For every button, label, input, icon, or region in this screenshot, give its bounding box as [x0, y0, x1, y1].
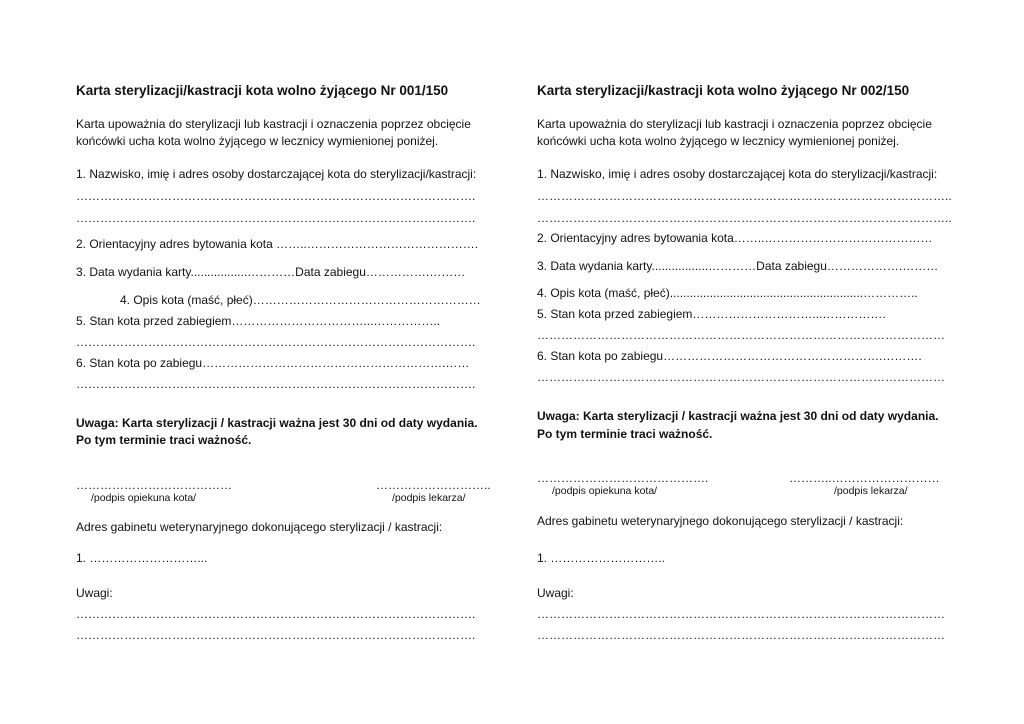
vet-address-item: 1. ……………………….. [537, 551, 666, 565]
validity-warning-line-2: Po tym terminie traci ważność. [537, 427, 713, 441]
owner-signature-line: ………………………………… [76, 478, 232, 492]
sterilization-card-002 [537, 0, 967, 724]
owner-signature-label: /podpis opiekuna kota/ [91, 492, 197, 504]
item-2-address: 2. Orientacyjny adres bytowania kota……..…………………………………… [537, 231, 933, 245]
validity-warning-line-2: Po tym terminie traci ważność. [76, 433, 252, 447]
sterilization-card-001 [76, 0, 506, 724]
item-6-after-surgery: 6. Stan kota po zabiegu……………………………………………….………. [537, 349, 922, 363]
vet-signature-line: ………..……………………… [789, 471, 940, 485]
validity-warning-line-1: Uwaga: Karta sterylizacji / kastracji ważna jest 30 dni od daty wydania. [537, 409, 939, 423]
vet-address-label: Adres gabinetu weterynaryjnego dokonującego sterylizacji / kastracji: [537, 514, 904, 528]
item-5-before-surgery: 5. Stan kota przed zabiegiem……………………………...…………….. [76, 314, 441, 328]
intro-text-line-1: Karta upoważnia do sterylizacji lub kastracji i oznaczenia poprzez obcięcie [537, 117, 932, 131]
item-5-fill-line: ………………………………………………………………………………………… [537, 328, 945, 342]
notes-line-2: ………………………………………………………………………………………. [76, 628, 476, 642]
notes-label: Uwagi: [76, 586, 113, 600]
intro-text-line-2: końcówki ucha kota wolno żyjącego w lecznicy wymienionej poniżej. [537, 134, 900, 148]
item-1-owner-label: 1. Nazwisko, imię i adres osoby dostarczającej kota do sterylizacji/kastracji: [76, 167, 477, 181]
item-2-address: 2. Orientacyjny adres bytowania kota ……..……………………………………. [76, 237, 479, 251]
item-3-dates: 3. Data wydania karty.................…………Data zabiegu……………….……… [537, 259, 939, 273]
item-1-owner-label: 1. Nazwisko, imię i adres osoby dostarczającej kota do sterylizacji/kastracji: [537, 167, 938, 181]
item-4-description: 4. Opis kota (maść, płeć)..........................................................………….. [537, 286, 918, 300]
vet-signature-label: /podpis lekarza/ [834, 485, 908, 497]
vet-signature-label: /podpis lekarza/ [392, 492, 466, 504]
item-1-fill-line-1: ………………………………………………………………………………………….. [537, 189, 952, 203]
owner-signature-label: /podpis opiekuna kota/ [552, 485, 658, 497]
item-6-fill-line: ………………………………………………………………………………………… [537, 370, 945, 384]
item-4-description: 4. Opis kota (maść, płeć)………………………………………………… [120, 293, 481, 307]
notes-line-1: ………………………………………………………………………………………… [537, 607, 945, 621]
item-5-fill-line: ………………………………………………………………………………………. [76, 335, 476, 349]
intro-text-line-2: końcówki ucha kota wolno żyjącego w lecznicy wymienionej poniżej. [76, 134, 439, 148]
item-1-fill-line-2: ………………………………………………………………………………………. [76, 211, 476, 225]
owner-signature-line: ……………………………………. [537, 471, 709, 485]
item-1-fill-line-2: ………………………………………………………………………………………….. [537, 211, 952, 225]
card-title: Karta sterylizacji/kastracji kota wolno żyjącego Nr 002/150 [537, 83, 910, 98]
vet-signature-line: ……………………….. [376, 478, 491, 492]
item-6-after-surgery: 6. Stan kota po zabiegu…………………………………………………….…… [76, 356, 470, 370]
item-1-fill-line-1: ………………………………………………………………………………………. [76, 189, 476, 203]
notes-line-1: ………………………………………………………………………………………. [76, 607, 476, 621]
notes-label: Uwagi: [537, 586, 574, 600]
item-6-fill-line: ………………………………………………………………………………………. [76, 377, 476, 391]
vet-address-label: Adres gabinetu weterynaryjnego dokonującego sterylizacji / kastracji: [76, 520, 443, 534]
validity-warning-line-1: Uwaga: Karta sterylizacji / kastracji ważna jest 30 dni od daty wydania. [76, 416, 478, 430]
card-title: Karta sterylizacji/kastracji kota wolno żyjącego Nr 001/150 [76, 83, 449, 98]
item-5-before-surgery: 5. Stan kota przed zabiegiem…………………………...……………. [537, 307, 886, 321]
notes-line-2: ………………………………………………………………………………………… [537, 628, 945, 642]
item-3-dates: 3. Data wydania karty.................…………Data zabiegu…………….……… [76, 265, 466, 279]
vet-address-item: 1. ………………………... [76, 551, 208, 565]
intro-text-line-1: Karta upoważnia do sterylizacji lub kastracji i oznaczenia poprzez obcięcie [76, 117, 471, 131]
